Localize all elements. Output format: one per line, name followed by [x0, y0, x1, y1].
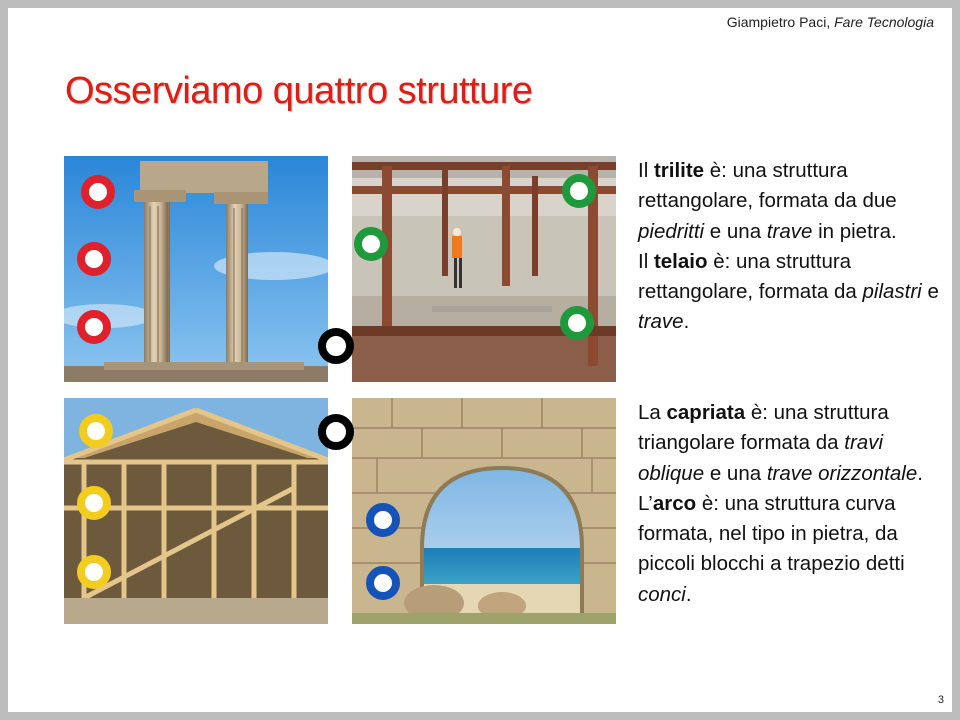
red-marker-3: [77, 310, 111, 344]
black-marker-2: [318, 414, 354, 450]
green-marker-3: [560, 306, 594, 340]
header-book: Fare Tecnologia: [834, 14, 934, 30]
capriata-text: La: [638, 401, 667, 424]
trilite-italic: trave: [766, 219, 813, 243]
telaio-term: telaio: [653, 249, 708, 273]
paragraph-trilite: [638, 156, 943, 247]
arco-text: L’: [638, 491, 653, 515]
paragraph-arco: [638, 489, 943, 610]
telaio-italic: pilastri: [862, 280, 922, 304]
arco-text: è: una struttura curva formata, nel tipo in pietra, da piccoli blocchi a trapezio detti: [638, 491, 905, 576]
telaio-text: .: [683, 310, 690, 334]
header-credit: [727, 14, 934, 30]
green-marker-2: [354, 227, 388, 261]
paragraph-telaio: [638, 247, 943, 338]
telaio-italic: trave: [638, 310, 684, 334]
trilite-text: Il: [638, 159, 654, 182]
capriata-italic: trave orizzontale: [766, 461, 918, 485]
header-author: Giampietro Paci,: [726, 14, 835, 30]
capriata-term: capriata: [666, 401, 746, 424]
text-block-top: [638, 156, 943, 338]
yellow-marker-1: [79, 414, 113, 448]
trilite-text: in pietra.: [812, 219, 897, 243]
red-marker-2: [77, 242, 111, 276]
capriata-text: e una: [704, 461, 767, 485]
arco-italic: conci: [638, 582, 686, 606]
capriata-text: .: [917, 461, 923, 485]
blue-marker-1: [366, 503, 400, 537]
telaio-text: e: [921, 280, 939, 304]
trilite-term: trilite: [653, 159, 705, 182]
page-number: 3: [937, 694, 944, 706]
capriata-text: è: una struttura triangolare formata da: [638, 401, 889, 455]
trilite-text: è: una struttura rettangolare, formata da due: [638, 159, 897, 213]
paragraph-capriata: [638, 398, 943, 489]
trilite-text: e una: [704, 219, 767, 243]
red-marker-1: [81, 175, 115, 209]
trilite-italic: piedritti: [638, 219, 705, 243]
blue-marker-2: [366, 566, 400, 600]
text-block-bottom: [638, 398, 943, 610]
green-marker-1: [562, 174, 596, 208]
telaio-text: Il: [638, 249, 654, 273]
yellow-marker-3: [77, 555, 111, 589]
slide: [8, 8, 952, 712]
arco-text: .: [685, 582, 692, 606]
telaio-text: è: una struttura rettangolare, formata da: [638, 249, 863, 304]
black-marker-1: [318, 328, 354, 364]
capriata-italic: travi oblique: [638, 431, 883, 485]
arco-term: arco: [652, 491, 697, 515]
yellow-marker-2: [77, 486, 111, 520]
slide-title: Osserviamo quattro strutture: [65, 70, 533, 112]
